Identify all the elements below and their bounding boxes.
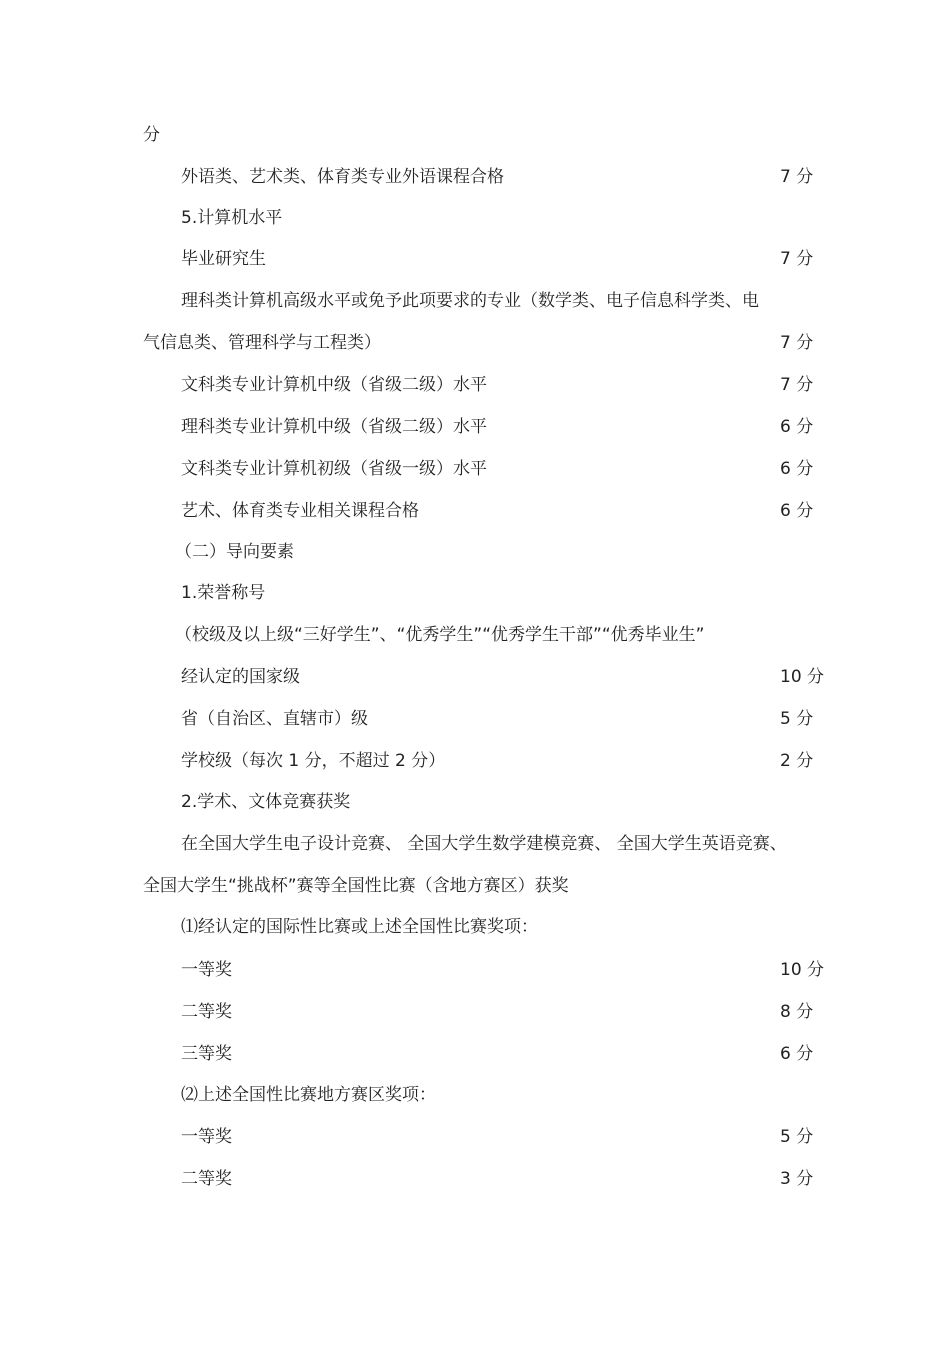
section-heading xyxy=(0,787,950,817)
heading-text: （二）导向要素 xyxy=(175,542,294,562)
text-line xyxy=(0,829,950,859)
item-score: 2 分 xyxy=(780,751,814,771)
item-label: 气信息类、管理科学与工程类） xyxy=(143,333,381,353)
item-score: 6 分 xyxy=(780,1044,814,1064)
item-label: 一等奖 xyxy=(181,960,232,980)
section-heading xyxy=(0,537,950,567)
item-label: 省（自治区、直辖市）级 xyxy=(181,709,368,729)
line-text: ⑵上述全国性比赛地方赛区奖项： xyxy=(181,1085,436,1105)
item-score: 7 分 xyxy=(780,249,814,269)
heading-text: 5.计算机水平 xyxy=(181,208,283,228)
item-label: 一等奖 xyxy=(181,1127,232,1147)
item-label: 三等奖 xyxy=(181,1044,232,1064)
text-line xyxy=(0,620,950,650)
line-text: 理科类计算机高级水平或免予此项要求的专业（数学类、电子信息科学类、电 xyxy=(181,291,759,311)
item-score: 10 分 xyxy=(780,667,825,687)
item-label: 理科类专业计算机中级（省级二级）水平 xyxy=(181,417,487,437)
score-row xyxy=(0,496,950,526)
text-line xyxy=(0,871,950,901)
text-line xyxy=(0,912,950,942)
section-heading xyxy=(0,203,950,233)
heading-text: 2.学术、文体竞赛获奖 xyxy=(181,792,351,812)
item-score: 3 分 xyxy=(780,1169,814,1189)
item-score: 7 分 xyxy=(780,375,814,395)
score-row xyxy=(0,704,950,734)
score-row xyxy=(0,955,950,985)
line-text: 全国大学生“挑战杯”赛等全国性比赛（含地方赛区）获奖 xyxy=(143,876,569,896)
item-score: 5 分 xyxy=(780,1127,814,1147)
item-label: 毕业研究生 xyxy=(181,249,266,269)
score-row xyxy=(0,412,950,442)
score-row xyxy=(0,1039,950,1069)
line-text: ⑴经认定的国际性比赛或上述全国性比赛奖项： xyxy=(181,917,538,937)
text-line xyxy=(0,286,950,316)
item-label: 外语类、艺术类、体育类专业外语课程合格 xyxy=(181,167,504,187)
item-score: 6 分 xyxy=(780,459,814,479)
score-row xyxy=(0,997,950,1027)
item-score: 10 分 xyxy=(780,960,825,980)
score-row xyxy=(0,662,950,692)
text-line xyxy=(0,120,950,150)
score-row xyxy=(0,454,950,484)
score-row xyxy=(0,1122,950,1152)
item-label: 学校级（每次 1 分，不超过 2 分） xyxy=(181,751,446,771)
score-row xyxy=(0,244,950,274)
score-row xyxy=(0,162,950,192)
score-row xyxy=(0,370,950,400)
line-text: 分 xyxy=(143,125,160,145)
score-row xyxy=(0,1164,950,1194)
item-label: 文科类专业计算机初级（省级一级）水平 xyxy=(181,459,487,479)
heading-text: 1.荣誉称号 xyxy=(181,583,266,603)
item-label: 艺术、体育类专业相关课程合格 xyxy=(181,501,419,521)
item-label: 经认定的国家级 xyxy=(181,667,300,687)
item-score: 8 分 xyxy=(780,1002,814,1022)
score-row xyxy=(0,746,950,776)
line-text: （校级及以上级“三好学生”、“优秀学生”“优秀学生干部”“优秀毕业生” xyxy=(175,625,705,645)
item-score: 6 分 xyxy=(780,417,814,437)
section-heading xyxy=(0,578,950,608)
item-label: 二等奖 xyxy=(181,1169,232,1189)
item-score: 7 分 xyxy=(780,333,814,353)
item-score: 5 分 xyxy=(780,709,814,729)
item-score: 6 分 xyxy=(780,501,814,521)
item-label: 文科类专业计算机中级（省级二级）水平 xyxy=(181,375,487,395)
item-score: 7 分 xyxy=(780,167,814,187)
item-label: 二等奖 xyxy=(181,1002,232,1022)
score-row xyxy=(0,328,950,358)
text-line xyxy=(0,1080,950,1110)
line-text: 在全国大学生电子设计竞赛、 全国大学生数学建模竞赛、 全国大学生英语竞赛、 xyxy=(181,834,787,854)
